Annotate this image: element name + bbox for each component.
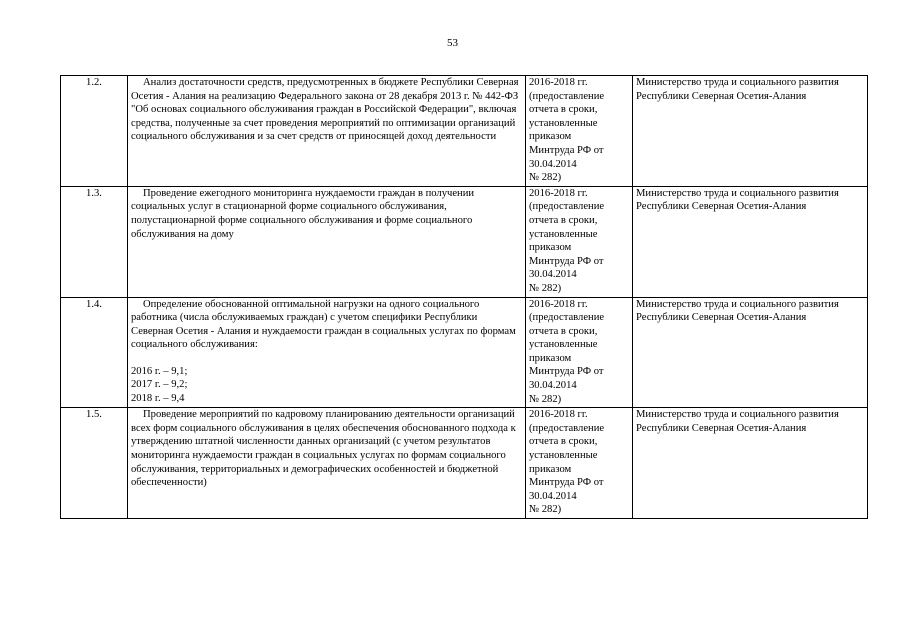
term-line: 30.04.2014: [529, 380, 577, 392]
term-line: отчета в сроки,: [529, 436, 598, 448]
table-row: [61, 76, 868, 187]
table-body: [61, 76, 868, 519]
norm-values-list: [131, 365, 522, 406]
term-line: 30.04.2014: [529, 490, 577, 502]
action-cell: [128, 186, 526, 297]
term-line: № 282): [529, 504, 562, 516]
action-cell: [128, 408, 526, 519]
term-line: 2016-2018 гг.: [529, 298, 588, 310]
term-line: Минтруда РФ от: [529, 144, 604, 156]
term-line: приказом: [529, 463, 572, 475]
term-cell: [526, 186, 633, 297]
term-line: 2016-2018 гг.: [529, 77, 588, 88]
table-row: [61, 186, 868, 297]
page-number: 53: [447, 37, 458, 49]
responsible-cell: Министерство труда и социального развития Республики Северная Осетия-Алания: [633, 408, 868, 519]
row-number: 1.4.: [61, 297, 128, 408]
term-line: (предоставление: [529, 422, 605, 434]
term-line: Минтруда РФ от: [529, 255, 604, 267]
measures-table: [60, 75, 868, 519]
norm-value: 2017 г. – 9,2;: [131, 379, 188, 391]
term-line: (предоставление: [529, 90, 605, 102]
term-line: (предоставление: [529, 201, 605, 213]
term-line: 30.04.2014: [529, 269, 577, 281]
term-line: приказом: [529, 352, 572, 364]
action-text: Анализ достаточности средств, предусмотренных в бюджете Республики Северная Осетия - Алания на реализацию Федерального закона от 28 декабря 2013 г. № 442-ФЗ "Об основах социального обслуживания граждан в Российской Федерации", включая средства, полученные за счет проведения мероприятий по оптимизации организаций социального обслуживания и за счет средств от приносящей доход деятельности: [131, 77, 519, 143]
term-line: приказом: [529, 242, 572, 254]
norm-value: 2016 г. – 9,1;: [131, 365, 188, 377]
action-text: Определение обоснованной оптимальной нагрузки на одного социального работника (числа обслуживаемых граждан) с учетом специфики Республики Северная Осетия - Алания и нуждаемости граждан в социальных услугах по формам социального обслуживания:: [131, 298, 516, 351]
term-line: установленные: [529, 228, 598, 240]
action-cell: [128, 76, 526, 187]
row-number: 1.3.: [61, 186, 128, 297]
term-cell: [526, 297, 633, 408]
term-line: отчета в сроки,: [529, 104, 598, 116]
term-line: 2016-2018 гг.: [529, 409, 588, 421]
term-line: установленные: [529, 117, 598, 129]
term-line: № 282): [529, 172, 562, 184]
action-text: Проведение ежегодного мониторинга нуждаемости граждан в получении социальных услуг в стационарной форме социального обслуживания, полустационарной форме социального обслуживания и форме социального обслуживания на дому: [131, 187, 475, 240]
responsible-cell: Министерство труда и социального развития Республики Северная Осетия-Алания: [633, 186, 868, 297]
table-row: [61, 297, 868, 408]
norm-value: 2018 г. – 9,4: [131, 393, 185, 405]
term-line: установленные: [529, 339, 598, 351]
term-line: 2016-2018 гг.: [529, 187, 588, 199]
term-line: 30.04.2014: [529, 158, 577, 170]
term-line: (предоставление: [529, 312, 605, 324]
term-line: № 282): [529, 393, 562, 405]
term-cell: [526, 408, 633, 519]
row-number: 1.2.: [61, 76, 128, 187]
table-row: [61, 408, 868, 519]
term-line: Минтруда РФ от: [529, 477, 604, 489]
term-line: Минтруда РФ от: [529, 366, 604, 378]
term-line: приказом: [529, 131, 572, 143]
responsible-cell: Министерство труда и социального развития Республики Северная Осетия-Алания: [633, 76, 868, 187]
responsible-cell: Министерство труда и социального развития Республики Северная Осетия-Алания: [633, 297, 868, 408]
action-text: Проведение мероприятий по кадровому планированию деятельности организаций всех форм социального обслуживания в целях обеспечения обоснованного подхода к утверждению штатной численности данных организаций (с учетом результатов мониторинга нуждаемости граждан в социальных услугах по формам социального обслуживания, территориальных и демографических особенностей и бюджетной обеспеченности): [131, 409, 516, 489]
term-line: установленные: [529, 450, 598, 462]
term-line: отчета в сроки,: [529, 325, 598, 337]
row-number: 1.5.: [61, 408, 128, 519]
action-cell: [128, 297, 526, 408]
term-line: № 282): [529, 282, 562, 294]
term-line: отчета в сроки,: [529, 214, 598, 226]
term-cell: [526, 76, 633, 187]
